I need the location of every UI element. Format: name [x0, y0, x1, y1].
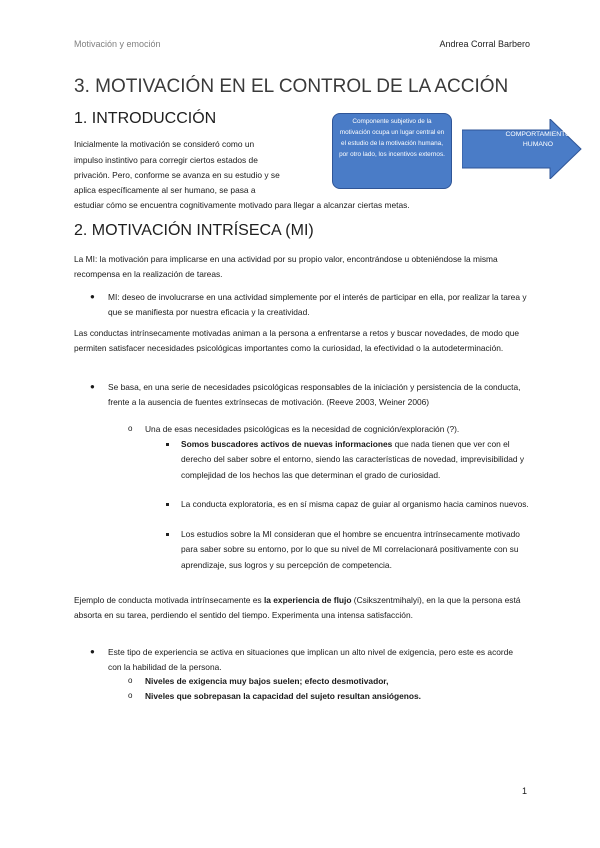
flow-text: (Csikszentmihalyi), en la que la persona está absorta en su tarea, perdiendo el sentido del tiempo. Experimenta una intensa satisfacción.: [74, 595, 521, 621]
bullet-dot: ●: [90, 292, 95, 301]
square-item-estudios: Los estudios sobre la MI consideran que el hombre se encuentra intrínsecamente motivado para saber sobre su entorno, por lo que su nivel de MI correlacionará positivamente con su aprendizaje, sus logros y su percepción de competencia.: [181, 529, 520, 570]
paragraph-conductas: Las conductas intrínsecamente motivadas animan a la persona a enfrentarse a retos y buscar novedades, de modo que permiten satisfacer necesidades psicológicas importantes como la curiosidad, la efectividad o la autodeterminación.: [74, 328, 520, 354]
page-number: 1: [522, 786, 528, 796]
bold-flow-term: la experiencia de flujo: [263, 595, 352, 605]
section-heading-introduccion: 1. INTRODUCCIÓN: [74, 110, 217, 127]
square-bullet: [166, 443, 169, 446]
intro-line: Inicialmente la motivación se consideró como un: [74, 139, 255, 149]
square-item-text: que nada tienen que ver con el derecho del saber sobre el entorno, siendo las características de novedad, imprevisibilidad y complejidad de los hechos las que determinan el grado de curiosidad.: [181, 439, 525, 480]
paragraph-flujo: [74, 593, 529, 624]
flow-text: Ejemplo de conducta motivada intrínsecamente es: [74, 595, 264, 605]
bullet-dot: ●: [90, 382, 95, 391]
square-item-exploratoria: La conducta exploratoria, es en sí misma capaz de guiar al organismo hacia caminos nuevos.: [181, 499, 529, 509]
circle-bullet: o: [128, 676, 133, 685]
diagram-arrow-label: COMPORTAMIENTO HUMANO: [505, 131, 571, 148]
sub-bullet-exigencia-baja: Niveles de exigencia muy bajos suelen; efecto desmotivador,: [145, 676, 389, 686]
sub-bullet-exigencia-alta: Niveles que sobrepasan la capacidad del sujeto resultan ansiógenos.: [145, 691, 422, 701]
intro-line: impulso instintivo para corregir ciertos estados de: [74, 155, 258, 165]
bold-phrase: Somos buscadores activos de nuevas informaciones: [181, 439, 393, 449]
bullet-mi-deseo: MI: deseo de involucrarse en una actividad simplemente por el interés de participar en ella, por realizar la tarea y que se manifiesta por nuestra eficacia y la creatividad.: [108, 292, 527, 318]
square-item-buscadores: [181, 437, 536, 483]
intro-line: estudiar cómo se encuentra cognitivamente motivado para llegar a alcanzar ciertas metas.: [74, 200, 410, 210]
definition-paragraph: La MI: la motivación para implicarse en una actividad por su propio valor, encontrándose u obteniéndose la misma recompensa en la realización de tareas.: [74, 254, 498, 280]
sub-bullet-cognicion: Una de esas necesidades psicológicas es la necesidad de cognición/exploración (?).: [145, 424, 460, 434]
section-heading-motivacion-intrinseca: 2. MOTIVACIÓN INTRÍSECA (MI): [74, 222, 314, 239]
circle-bullet: o: [128, 424, 133, 433]
diagram-box: Componente subjetivo de la motivación ocupa un lugar central en el estudio de la motivación humana, por otro lado, los incentivos externos.: [332, 113, 452, 189]
bullet-dot: ●: [90, 647, 95, 656]
intro-line: privación. Pero, conforme se avanza en su estudio y se: [74, 170, 280, 180]
page-title: 3. MOTIVACIÓN EN EL CONTROL DE LA ACCIÓN: [74, 76, 509, 97]
circle-bullet: o: [128, 691, 133, 700]
bullet-necesidades: Se basa, en una serie de necesidades psicológicas responsables de la iniciación y persistencia de la conducta, frente a la ausencia de fuentes extrínsecas de motivación. (Reeve 2003, Weiner 2006): [108, 382, 521, 408]
header-author: Andrea Corral Barbero: [439, 39, 530, 49]
header-subject: Motivación y emoción: [74, 39, 161, 49]
square-bullet: [166, 533, 169, 536]
square-bullet: [166, 503, 169, 506]
intro-line: aplica específicamente al ser humano, se pasa a: [74, 185, 256, 195]
bullet-experiencia: Este tipo de experiencia se activa en situaciones que implican un alto nivel de exigencia, pero este es acorde con la habilidad de la persona.: [108, 647, 514, 673]
